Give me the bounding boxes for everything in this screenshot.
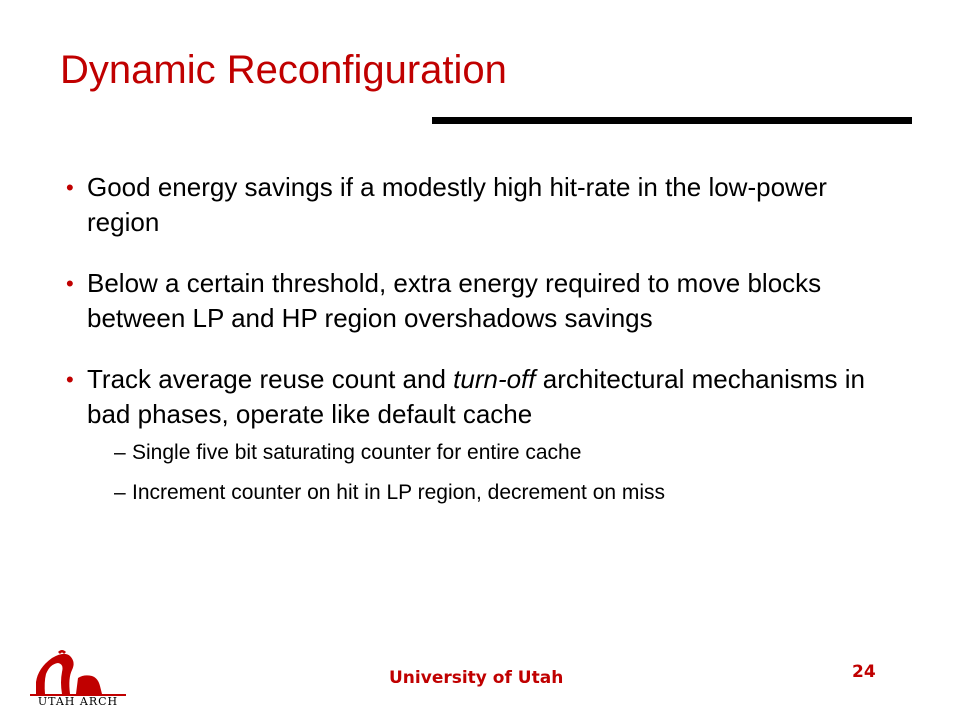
sub-bullet-text: Single five bit saturating counter for entire cache <box>132 441 582 464</box>
bullet-item <box>66 170 896 240</box>
sub-bullet-item <box>66 440 896 466</box>
logo-text: UTAH ARCH <box>37 695 119 708</box>
page-number: 24 <box>852 662 876 682</box>
utah-arch-logo <box>28 648 128 712</box>
arch-icon <box>28 648 128 696</box>
bullet-dot-icon: • <box>66 367 74 392</box>
slide-body <box>66 170 896 520</box>
bullet-dot-icon: • <box>66 175 74 200</box>
bullet-text-part: Track average reuse count and <box>87 364 454 394</box>
dash-icon: – <box>114 481 126 504</box>
title-rule <box>432 117 912 124</box>
slide-title: Dynamic Reconfiguration <box>60 48 507 92</box>
bullet-dot-icon: • <box>66 271 74 296</box>
sub-bullet-item <box>66 480 896 506</box>
bullet-text-part: architectural mechanisms in bad phases, operate like default cache <box>87 364 865 429</box>
bullet-item <box>66 266 896 336</box>
dash-icon: – <box>114 441 126 464</box>
bullet-text-italic: turn-off <box>453 364 536 394</box>
footer-text: University of Utah <box>389 668 564 688</box>
bullet-text: Good energy savings if a modestly high hit-rate in the low-power region <box>87 172 827 237</box>
bullet-text <box>87 364 865 429</box>
sub-bullet-text: Increment counter on hit in LP region, decrement on miss <box>132 481 666 504</box>
bullet-text: Below a certain threshold, extra energy required to move blocks between LP and HP region overshadows savings <box>87 268 822 333</box>
bullet-item <box>66 362 896 432</box>
